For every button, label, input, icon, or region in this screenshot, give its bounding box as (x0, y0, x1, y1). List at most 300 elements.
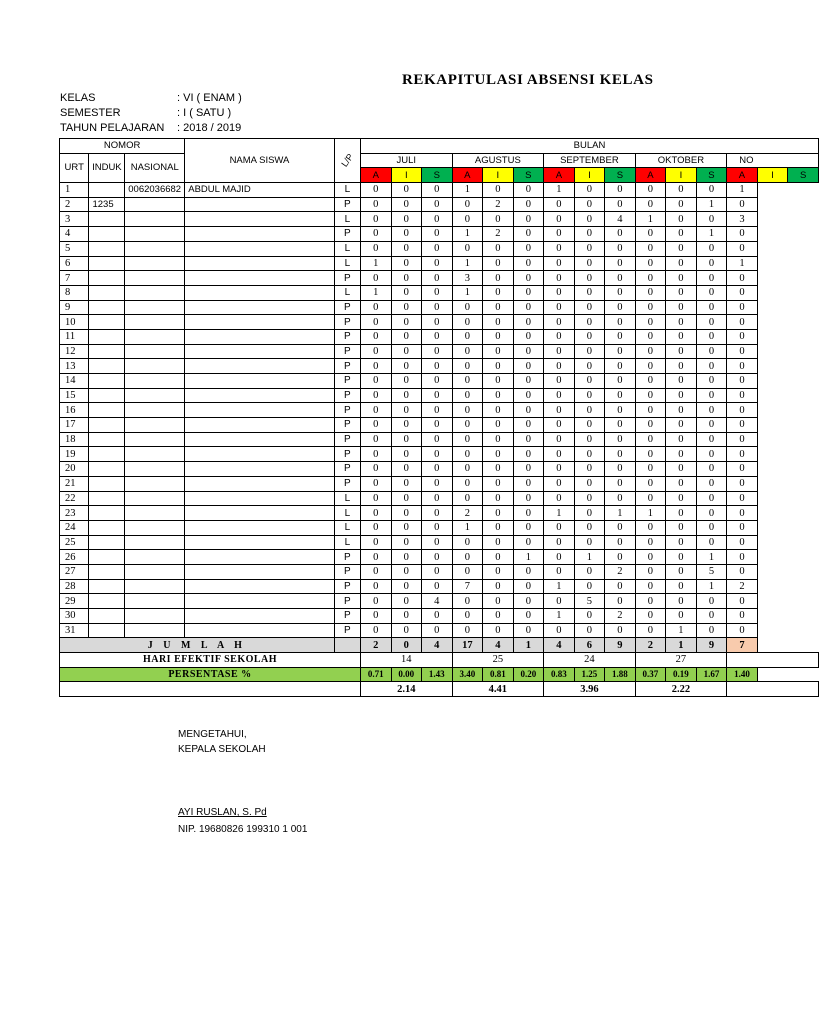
cell-value: 0 (452, 329, 483, 344)
cell-jk: P (334, 374, 360, 389)
cell-value: 0 (574, 285, 605, 300)
cell-nasional (125, 344, 185, 359)
cell-value: 0 (696, 623, 727, 638)
cell-value: 0 (422, 491, 453, 506)
table-row (60, 491, 819, 506)
cell-urt: 26 (60, 550, 89, 565)
cell-urt: 15 (60, 388, 89, 403)
cell-value: 0 (605, 520, 636, 535)
total-value: 2.14 (361, 682, 453, 697)
cell-induk (89, 623, 125, 638)
cell-value: 0 (391, 359, 422, 374)
cell-jk: P (334, 344, 360, 359)
cell-value: 0 (696, 388, 727, 403)
persentase-value: 0.81 (483, 667, 514, 682)
cell-value: 0 (544, 271, 575, 286)
cell-value: 0 (666, 403, 697, 418)
student-rows (60, 183, 819, 638)
cell-nama (185, 476, 334, 491)
cell-induk (89, 432, 125, 447)
header-nama: NAMA SISWA (185, 139, 334, 183)
cell-value: 0 (361, 432, 392, 447)
cell-value: 0 (422, 388, 453, 403)
cell-value: 0 (391, 535, 422, 550)
cell-value: 0 (391, 388, 422, 403)
persentase-value: 0.19 (666, 667, 697, 682)
cell-value: 0 (513, 344, 544, 359)
cell-induk (89, 227, 125, 242)
attendance-table-wrap (59, 138, 807, 710)
cell-value: 1 (452, 256, 483, 271)
cell-value: 0 (361, 418, 392, 433)
cell-value: 1 (635, 506, 666, 521)
cell-value: 0 (574, 564, 605, 579)
cell-value: 0 (574, 212, 605, 227)
table-row (60, 227, 819, 242)
cell-jk: L (334, 183, 360, 198)
cell-value: 0 (361, 579, 392, 594)
cell-value: 0 (483, 506, 514, 521)
cell-value: 0 (605, 315, 636, 330)
cell-value: 0 (361, 506, 392, 521)
cell-nasional (125, 241, 185, 256)
table-row (60, 579, 819, 594)
cell-value: 0 (513, 579, 544, 594)
cell-value: 0 (391, 329, 422, 344)
cell-jk: P (334, 476, 360, 491)
cell-value: 0 (513, 418, 544, 433)
cell-value: 0 (513, 447, 544, 462)
cell-induk (89, 388, 125, 403)
cell-value: 0 (483, 609, 514, 624)
cell-urt: 8 (60, 285, 89, 300)
cell-value: 0 (666, 227, 697, 242)
persentase-value: 0.37 (635, 667, 666, 682)
cell-value: 0 (361, 344, 392, 359)
cell-value: 0 (391, 183, 422, 198)
cell-value: 5 (696, 564, 727, 579)
cell-value: 0 (544, 623, 575, 638)
cell-value: 1 (574, 550, 605, 565)
cell-value: 0 (544, 315, 575, 330)
cell-value: 0 (696, 374, 727, 389)
cell-induk (89, 271, 125, 286)
cell-value: 0 (483, 315, 514, 330)
cell-value: 0 (635, 241, 666, 256)
cell-value: 0 (483, 271, 514, 286)
persentase-value: 0.83 (544, 667, 575, 682)
cell-value: 0 (727, 388, 758, 403)
cell-value: 0 (513, 623, 544, 638)
cell-value: 0 (452, 594, 483, 609)
table-row (60, 564, 819, 579)
cell-value: 0 (666, 432, 697, 447)
cell-value: 0 (635, 476, 666, 491)
cell-value: 1 (696, 227, 727, 242)
cell-value: 0 (696, 212, 727, 227)
cell-value: 0 (544, 432, 575, 447)
cell-urt: 16 (60, 403, 89, 418)
cell-value: 0 (605, 476, 636, 491)
cell-nasional (125, 447, 185, 462)
cell-value: 0 (483, 535, 514, 550)
hari-efektif-value: 14 (361, 653, 453, 668)
cell-value: 0 (391, 227, 422, 242)
persentase-value: 1.25 (574, 667, 605, 682)
cell-value: 0 (361, 183, 392, 198)
cell-value: 0 (391, 374, 422, 389)
cell-jk: P (334, 329, 360, 344)
cell-value: 0 (544, 359, 575, 374)
total-value: 2.22 (635, 682, 727, 697)
cell-value: 0 (605, 535, 636, 550)
cell-value: 0 (574, 623, 605, 638)
cell-jk: P (334, 418, 360, 433)
cell-induk (89, 344, 125, 359)
cell-value: 0 (727, 594, 758, 609)
header-bulan: BULAN (361, 139, 819, 154)
cell-urt: 30 (60, 609, 89, 624)
table-row (60, 212, 819, 227)
jumlah-value: 17 (452, 638, 483, 653)
hari-efektif-value (727, 653, 819, 668)
cell-value: 0 (666, 285, 697, 300)
cell-value: 0 (574, 329, 605, 344)
cell-value: 0 (574, 227, 605, 242)
cell-value: 0 (666, 300, 697, 315)
cell-nama (185, 418, 334, 433)
table-row (60, 550, 819, 565)
subheader-s: S (605, 168, 636, 183)
cell-value: 0 (452, 623, 483, 638)
cell-value: 0 (391, 256, 422, 271)
subheader-s: S (422, 168, 453, 183)
summary-rows (60, 638, 819, 697)
cell-value: 0 (727, 374, 758, 389)
cell-value: 0 (391, 506, 422, 521)
cell-value: 0 (483, 550, 514, 565)
cell-nama (185, 227, 334, 242)
subheader-i: I (757, 168, 788, 183)
cell-value: 0 (422, 623, 453, 638)
cell-value: 0 (544, 491, 575, 506)
cell-value: 0 (361, 476, 392, 491)
cell-value: 0 (574, 344, 605, 359)
cell-jk: L (334, 285, 360, 300)
cell-value: 0 (513, 374, 544, 389)
cell-value: 0 (666, 579, 697, 594)
cell-value: 0 (513, 183, 544, 198)
month-september: SEPTEMBER (544, 153, 636, 168)
cell-value: 0 (666, 535, 697, 550)
cell-value: 0 (574, 359, 605, 374)
info-value: : VI ( ENAM ) (177, 92, 242, 104)
cell-value: 0 (483, 462, 514, 477)
cell-nasional (125, 564, 185, 579)
cell-jk: P (334, 623, 360, 638)
table-row (60, 300, 819, 315)
cell-value: 0 (605, 197, 636, 212)
cell-value: 0 (605, 550, 636, 565)
cell-value: 0 (635, 579, 666, 594)
cell-value: 0 (391, 564, 422, 579)
cell-value: 0 (544, 374, 575, 389)
cell-value: 0 (452, 315, 483, 330)
cell-value: 0 (452, 300, 483, 315)
cell-value: 1 (605, 506, 636, 521)
table-row (60, 594, 819, 609)
cell-value: 0 (574, 183, 605, 198)
cell-induk (89, 609, 125, 624)
cell-value: 0 (513, 476, 544, 491)
info-value: : I ( SATU ) (177, 107, 232, 119)
cell-value: 0 (544, 418, 575, 433)
cell-value: 0 (727, 564, 758, 579)
cell-value: 0 (696, 241, 727, 256)
cell-nasional (125, 256, 185, 271)
cell-value: 0 (727, 300, 758, 315)
cell-value: 0 (574, 432, 605, 447)
cell-value: 0 (422, 227, 453, 242)
table-row (60, 520, 819, 535)
cell-value: 0 (605, 491, 636, 506)
cell-value: 1 (696, 579, 727, 594)
cell-urt: 24 (60, 520, 89, 535)
cell-value: 0 (666, 344, 697, 359)
cell-induk (89, 315, 125, 330)
cell-value: 3 (452, 271, 483, 286)
cell-nasional (125, 403, 185, 418)
hari-efektif-row (60, 653, 819, 668)
cell-urt: 21 (60, 476, 89, 491)
cell-value: 0 (361, 329, 392, 344)
cell-value: 0 (666, 594, 697, 609)
cell-value: 0 (544, 212, 575, 227)
cell-value: 0 (513, 256, 544, 271)
cell-induk: 1235 (89, 197, 125, 212)
subheader-a: A (635, 168, 666, 183)
cell-nama (185, 197, 334, 212)
total-value: 3.96 (544, 682, 636, 697)
cell-value: 0 (727, 447, 758, 462)
cell-induk (89, 329, 125, 344)
header-nomor: NOMOR (60, 139, 185, 154)
cell-value: 0 (391, 344, 422, 359)
table-row (60, 623, 819, 638)
cell-value: 0 (696, 476, 727, 491)
cell-value: 0 (513, 285, 544, 300)
total-value (727, 682, 819, 697)
cell-nama (185, 271, 334, 286)
cell-value: 0 (666, 550, 697, 565)
cell-value: 0 (391, 491, 422, 506)
cell-value: 0 (635, 227, 666, 242)
table-row (60, 609, 819, 624)
cell-value: 0 (483, 520, 514, 535)
cell-value: 1 (452, 183, 483, 198)
cell-urt: 22 (60, 491, 89, 506)
cell-value: 0 (361, 535, 392, 550)
cell-value: 0 (727, 329, 758, 344)
cell-value: 0 (452, 432, 483, 447)
cell-nasional (125, 594, 185, 609)
cell-value: 0 (666, 183, 697, 198)
cell-value: 0 (513, 594, 544, 609)
cell-urt: 25 (60, 535, 89, 550)
cell-value: 0 (666, 564, 697, 579)
cell-value: 0 (635, 271, 666, 286)
cell-value: 1 (696, 550, 727, 565)
cell-value: 0 (574, 491, 605, 506)
cell-value: 0 (635, 462, 666, 477)
cell-value: 0 (727, 535, 758, 550)
cell-value: 0 (422, 300, 453, 315)
cell-value: 1 (727, 256, 758, 271)
cell-nasional (125, 609, 185, 624)
cell-value: 2 (483, 197, 514, 212)
cell-urt: 20 (60, 462, 89, 477)
cell-value: 0 (422, 285, 453, 300)
cell-value: 0 (422, 550, 453, 565)
totals-spacer (60, 682, 361, 697)
cell-jk: P (334, 403, 360, 418)
cell-nama (185, 520, 334, 535)
cell-value: 0 (452, 609, 483, 624)
cell-value: 0 (574, 609, 605, 624)
cell-urt: 31 (60, 623, 89, 638)
cell-value: 0 (452, 374, 483, 389)
persentase-value: 1.67 (696, 667, 727, 682)
cell-induk (89, 285, 125, 300)
cell-value: 0 (483, 241, 514, 256)
header-lp (334, 139, 360, 183)
cell-value: 0 (513, 300, 544, 315)
sig-mengetahui: MENGETAHUI, (178, 729, 247, 740)
cell-nasional (125, 197, 185, 212)
cell-urt: 28 (60, 579, 89, 594)
cell-nasional (125, 491, 185, 506)
cell-value: 0 (361, 300, 392, 315)
cell-value: 0 (696, 594, 727, 609)
cell-value: 0 (483, 432, 514, 447)
cell-value: 0 (452, 535, 483, 550)
cell-value: 0 (666, 359, 697, 374)
table-row (60, 462, 819, 477)
cell-value: 0 (727, 344, 758, 359)
persentase-value: 1.88 (605, 667, 636, 682)
cell-value: 0 (422, 344, 453, 359)
cell-value: 0 (452, 550, 483, 565)
persentase-value: 3.40 (452, 667, 483, 682)
cell-jk: P (334, 432, 360, 447)
hari-efektif-value: 27 (635, 653, 727, 668)
cell-urt: 2 (60, 197, 89, 212)
table-row (60, 418, 819, 433)
cell-value: 0 (422, 183, 453, 198)
persentase-value: 0.20 (513, 667, 544, 682)
cell-value: 0 (727, 241, 758, 256)
cell-value: 0 (635, 550, 666, 565)
info-label: TAHUN PELAJARAN (60, 122, 165, 134)
cell-value: 0 (605, 594, 636, 609)
cell-urt: 7 (60, 271, 89, 286)
jumlah-value: 6 (574, 638, 605, 653)
cell-value: 0 (696, 256, 727, 271)
cell-value: 0 (696, 403, 727, 418)
cell-value: 0 (513, 609, 544, 624)
cell-value: 0 (727, 315, 758, 330)
cell-value: 0 (635, 197, 666, 212)
cell-induk (89, 359, 125, 374)
cell-nama (185, 579, 334, 594)
cell-value: 0 (391, 241, 422, 256)
attendance-table (59, 138, 819, 697)
subheader-i: I (391, 168, 422, 183)
cell-nama (185, 447, 334, 462)
table-row (60, 241, 819, 256)
cell-value: 0 (422, 506, 453, 521)
cell-nama (185, 594, 334, 609)
table-row (60, 285, 819, 300)
cell-value: 0 (422, 609, 453, 624)
cell-value: 0 (666, 462, 697, 477)
cell-urt: 14 (60, 374, 89, 389)
cell-value: 1 (452, 227, 483, 242)
cell-jk: P (334, 227, 360, 242)
cell-nasional (125, 418, 185, 433)
cell-value: 0 (483, 285, 514, 300)
info-label: KELAS (60, 92, 96, 104)
cell-value: 0 (483, 623, 514, 638)
cell-value: 1 (361, 256, 392, 271)
cell-nama (185, 432, 334, 447)
cell-value: 0 (391, 447, 422, 462)
cell-value: 0 (361, 315, 392, 330)
cell-value: 0 (605, 579, 636, 594)
cell-nama (185, 241, 334, 256)
cell-value: 0 (391, 594, 422, 609)
cell-value: 0 (544, 285, 575, 300)
cell-value: 0 (513, 212, 544, 227)
cell-jk: P (334, 462, 360, 477)
cell-value: 0 (635, 418, 666, 433)
cell-value: 1 (452, 285, 483, 300)
cell-jk: L (334, 256, 360, 271)
cell-value: 0 (574, 520, 605, 535)
table-row (60, 271, 819, 286)
cell-value: 0 (452, 212, 483, 227)
cell-value: 0 (513, 535, 544, 550)
cell-value: 0 (361, 447, 392, 462)
cell-value: 0 (361, 403, 392, 418)
cell-value: 4 (422, 594, 453, 609)
cell-value: 1 (452, 520, 483, 535)
sig-kepala: KEPALA SEKOLAH (178, 744, 266, 755)
cell-value: 0 (422, 374, 453, 389)
cell-value: 0 (391, 403, 422, 418)
cell-value: 0 (361, 462, 392, 477)
jumlah-row (60, 638, 819, 653)
cell-nama (185, 256, 334, 271)
cell-value: 0 (513, 329, 544, 344)
cell-value: 5 (574, 594, 605, 609)
cell-jk: L (334, 491, 360, 506)
cell-urt: 11 (60, 329, 89, 344)
cell-value: 0 (544, 329, 575, 344)
cell-value: 0 (635, 359, 666, 374)
cell-nama (185, 388, 334, 403)
cell-value: 0 (635, 623, 666, 638)
